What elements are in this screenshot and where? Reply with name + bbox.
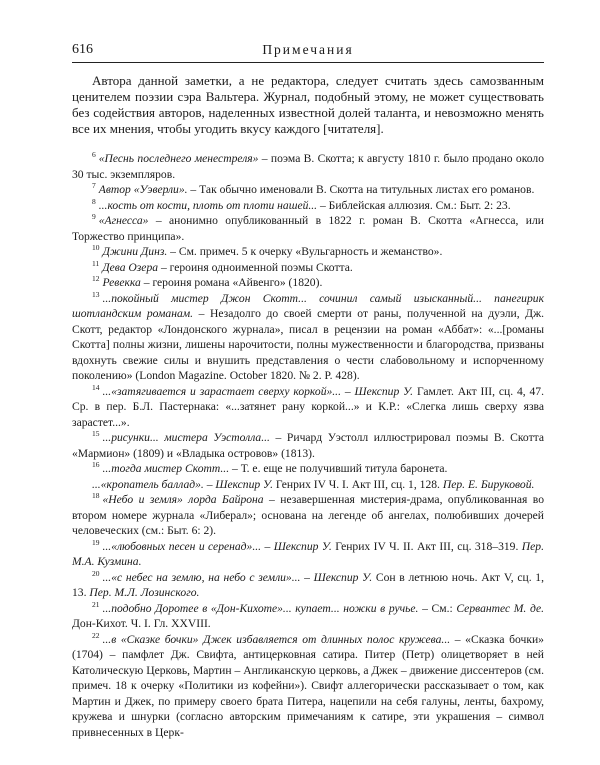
endnote xyxy=(72,198,544,214)
note-text: Гамлет. Акт III, сц. 4, 47. Ср. в пер. Б.Л. Пастернака: «...затянет рану коркой...» и К.Р.: «Слегка лишь сверху язва зарастет...». xyxy=(72,384,545,429)
endnote xyxy=(72,477,544,493)
note-number: 20 xyxy=(92,568,100,578)
note-text: Сон в летнюю ночь. Акт V, сц. 1, 13. xyxy=(72,570,545,599)
note-italic-text: Дева Озера xyxy=(102,260,159,274)
note-italic-text: Шекспир У. xyxy=(354,384,414,398)
endnote xyxy=(72,291,544,384)
endnote xyxy=(72,384,544,431)
note-italic-text: ...«кропатель баллад». xyxy=(92,477,204,491)
note-text: – xyxy=(261,539,274,553)
note-italic-text: ...в «Сказке бочки» Джек избавляется от длинных полос кружева... xyxy=(102,632,451,646)
note-number: 11 xyxy=(92,258,100,268)
note-text: – xyxy=(340,384,355,398)
note-italic-text: Пер. М.Л. Лозинского. xyxy=(89,586,200,599)
note-number: 12 xyxy=(92,274,100,284)
note-number: 8 xyxy=(92,196,96,206)
note-text: – Ричард Уэстолл иллюстрировал поэмы В. Скотта «Мармион» (1809) и «Владыка островов» (1813). xyxy=(72,431,544,460)
note-text: – «Сказка бочки» (1704) – памфлет Дж. Свифта, антицерковная сатира. Питер (Петр) олицетворяет в ней Католическую Церковь, Мартин – Англиканскую церковь, а Джек – движение диссентеров (см. примеч. 18 к очерку «Политики из кофейни»). Свифт аллегорически рассказывает о том, как Мартин и Джек, по примеру своего брата Питера, нацепили на себя галуны, ленты, бахрому, кружева и шнурки (согласно авторским примечаниям к сатире, эти украшения – символ привнесенных в Церк- xyxy=(72,632,544,739)
note-number: 16 xyxy=(92,460,100,470)
note-italic-text: ...рисунки... мистера Уэстолла... xyxy=(102,431,270,444)
note-italic-text: Шекспир У. xyxy=(313,570,373,584)
note-text: – xyxy=(203,477,216,491)
note-italic-text: Сервантес М. де. xyxy=(456,601,544,615)
note-text: – героиня одноименной поэмы Скотта. xyxy=(158,260,353,274)
endnote xyxy=(72,260,544,276)
note-text: Генрих IV Ч. I. Акт III, сц. 1, 128. xyxy=(273,477,443,491)
page xyxy=(72,40,544,740)
note-number: 9 xyxy=(92,212,96,222)
note-italic-text: Джини Динз. xyxy=(102,245,168,258)
note-number: 21 xyxy=(92,599,100,609)
note-number: 6 xyxy=(92,150,96,160)
note-italic-text: ...«затягивается и зарастает сверху коркой»... xyxy=(102,384,341,398)
note-text: – поэма В. Скотта; к августу 1810 г. было продано около 30 тыс. экземпляров. xyxy=(72,152,544,181)
endnotes-list xyxy=(72,151,544,740)
endnote xyxy=(72,632,544,741)
note-italic-text: ...«с небес на землю, на небо с земли»... xyxy=(102,570,301,584)
note-text: – Т. е. еще не получивший титула баронета. xyxy=(229,462,448,475)
note-italic-text: Пер. М.А. Кузмина. xyxy=(72,539,544,568)
endnote xyxy=(72,244,544,260)
note-italic-text: Шекспир У. xyxy=(273,539,332,553)
endnote xyxy=(72,492,544,539)
endnote xyxy=(72,570,544,601)
note-number: 10 xyxy=(92,243,100,253)
intro-paragraph: Автора данной заметки, а не редактора, следует считать здесь самозванным ценителем поэзии сэра Вальтера. Журнал, подобный этому, не может существовать без содействия авторов, наделенных известной долей таланта, и невозможно менять все их мнения, чтобы угодить вкусу каждого [читателя]. xyxy=(72,73,544,136)
note-italic-text: ...кость от кости, плоть от плоти нашей... xyxy=(98,198,318,212)
note-italic-text: «Агнесса» xyxy=(98,214,149,227)
running-title: Примечания xyxy=(262,42,354,57)
note-text: – xyxy=(300,570,314,584)
endnote xyxy=(72,213,544,244)
endnote xyxy=(72,601,544,632)
note-number: 18 xyxy=(92,491,100,501)
note-number: 15 xyxy=(92,429,100,439)
note-text: – Так обычно именовали В. Скотта на титульных листах его романов. xyxy=(187,183,535,196)
note-italic-text: ...подобно Доротее в «Дон-Кихоте»... купает... ножки в ручье. xyxy=(102,601,419,615)
note-italic-text: Пер. Е. Бируковой. xyxy=(442,477,535,491)
endnote xyxy=(72,461,544,477)
note-text: – героиня романа «Айвенго» (1820). xyxy=(140,276,323,289)
note-text: – Незадолго до своей смерти от раны, полученной на дуэли, Дж. Скотт, редактор «Лондонского журнала», писал в рецензии на роман «Аббат»: «...[романы Скотта] полны жизни, лишены нарочитости, полны мужественности и благородства, призваны вдохнуть свежие силы и внушить представления о чести слабовольному и испорченному поколению» (London Magazine. October 1820. № 2. P. 428). xyxy=(72,307,545,382)
note-text: – незавершенная мистерия-драма, опубликованная во втором номере журнала «Либерал»; основана на легенде об ангелах, полюбивших дочерей человеческих (см.: Быт. 6: 2). xyxy=(72,493,544,537)
note-text: Дон-Кихот. Ч. I. Гл. XXVIII. xyxy=(72,617,211,630)
note-italic-text: «Песнь последнего менестреля» xyxy=(98,152,259,165)
note-italic-text: Шекспир У. xyxy=(215,477,274,491)
note-number: 13 xyxy=(92,289,100,299)
note-number: 14 xyxy=(92,382,100,392)
endnote xyxy=(72,430,544,461)
endnote xyxy=(72,275,544,291)
note-text: Генрих IV Ч. II. Акт III, сц. 318–319. xyxy=(331,539,522,553)
note-number: 19 xyxy=(92,537,100,547)
endnote xyxy=(72,151,544,182)
note-text: – См.: xyxy=(418,601,457,615)
running-header xyxy=(72,40,544,63)
note-text: – Библейская аллюзия. См.: Быт. 2: 23. xyxy=(317,198,511,212)
note-italic-text: Автор «Уэверли». xyxy=(98,183,188,196)
page-number: 616 xyxy=(72,42,93,57)
note-number: 7 xyxy=(92,181,96,191)
note-italic-text: Ревекка xyxy=(102,276,141,289)
note-italic-text: ...тогда мистер Скотт... xyxy=(102,462,230,475)
note-italic-text: «Небо и земля» лорда Байрона xyxy=(102,493,264,506)
note-italic-text: ...покойный мистер Джон Скотт... сочинил самый изысканный... панегирик шотландским романам. xyxy=(72,291,544,320)
note-number: 22 xyxy=(92,630,100,640)
note-text: – анонимно опубликованный в 1822 г. роман В. Скотта «Агнесса, или Торжество принципа». xyxy=(72,214,544,243)
note-text: – См. примеч. 5 к очерку «Вульгарность и жеманство». xyxy=(167,245,443,258)
endnote xyxy=(72,182,544,198)
endnote xyxy=(72,539,544,570)
note-italic-text: ...«любовных песен и серенад»... xyxy=(102,539,262,553)
